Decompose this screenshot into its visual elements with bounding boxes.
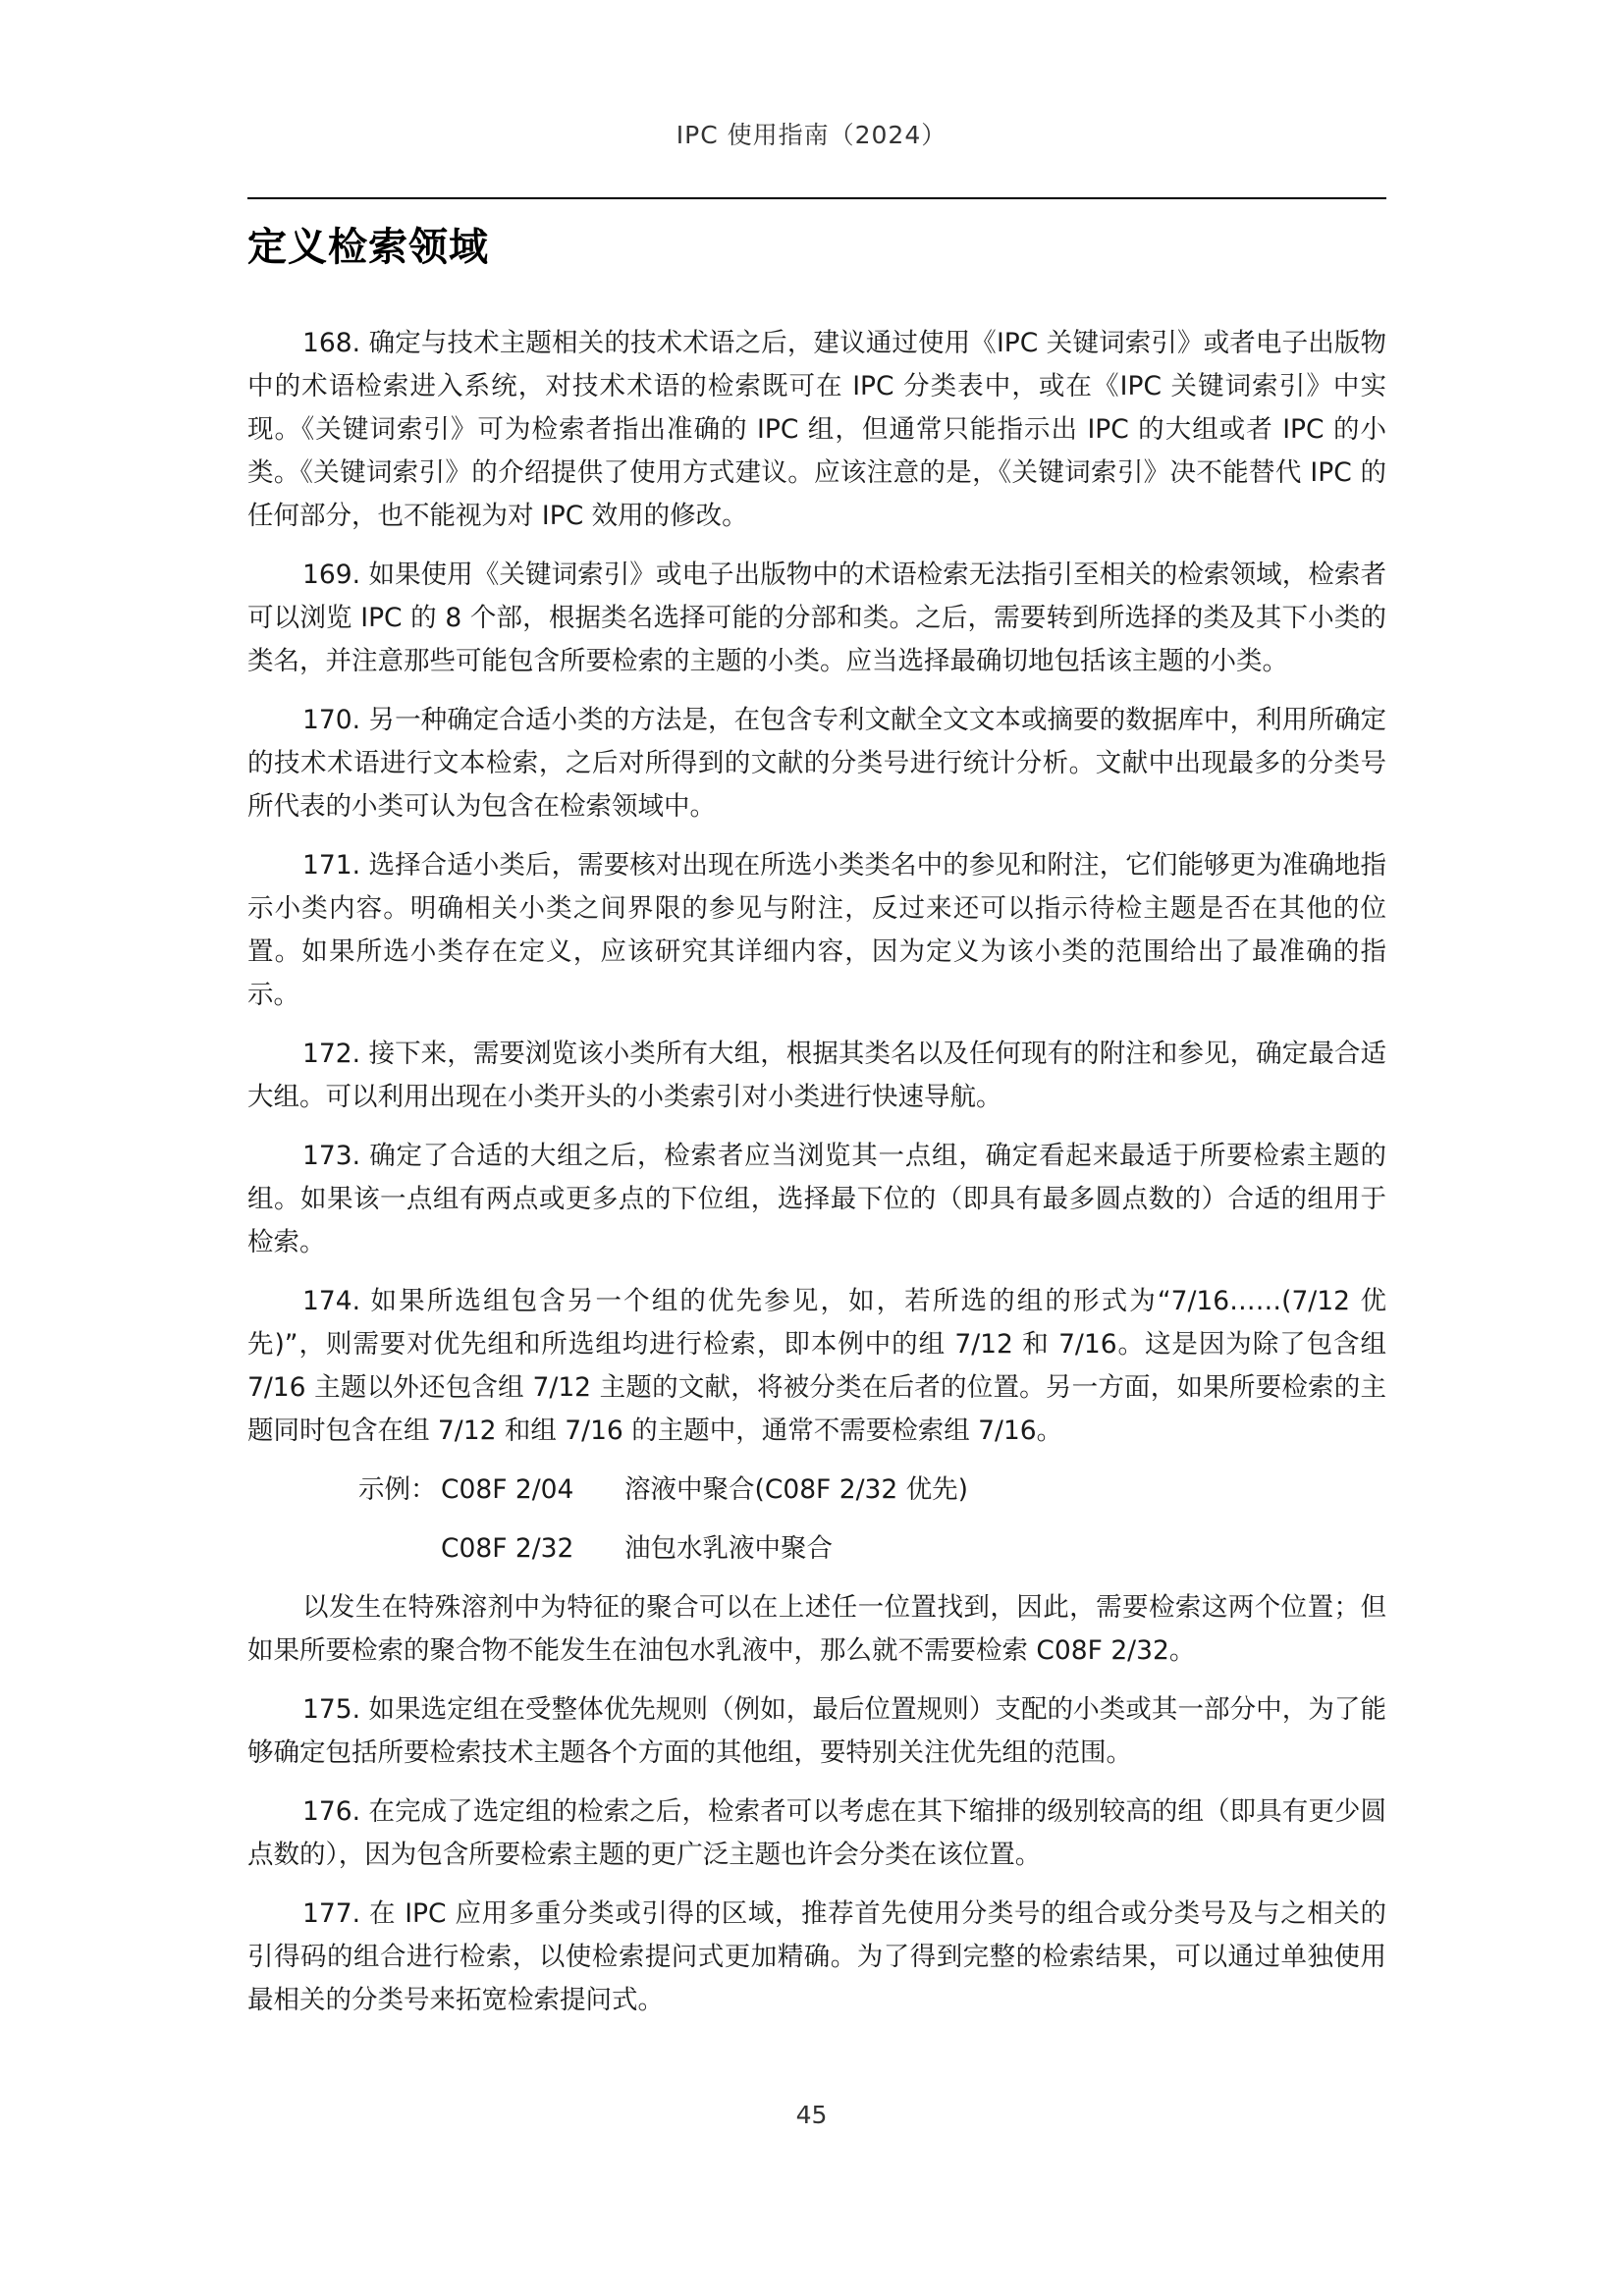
paragraph-170	[247, 699, 1386, 828]
paragraph-168	[247, 322, 1386, 538]
section-title: 定义检索领域	[247, 225, 489, 270]
paragraph-number: 174.	[302, 1286, 361, 1316]
example-description: 油包水乳液中聚合	[624, 1533, 833, 1564]
paragraph-176	[247, 1790, 1386, 1877]
example-code: C08F 2/32	[441, 1533, 574, 1564]
paragraph-number: 168.	[302, 328, 361, 358]
header-rule	[247, 197, 1386, 199]
paragraph-text: 另一种确定合适小类的方法是，在包含专利文献全文文本或摘要的数据库中，利用所确定的技术术语进行文本检索，之后对所得到的文献的分类号进行统计分析。文献中出现最多的分类号所代表的小类可认为包含在检索领域中。	[247, 705, 1386, 822]
paragraph-text: 接下来，需要浏览该小类所有大组，根据其类名以及任何现有的附注和参见，确定最合适大组。可以利用出现在小类开头的小类索引对小类进行快速导航。	[247, 1039, 1386, 1112]
paragraph-text: 确定与技术主题相关的技术术语之后，建议通过使用《IPC 关键词索引》或者电子出版物中的术语检索进入系统，对技术术语的检索既可在 IPC 分类表中，或在《IPC 关键词索引》中实现。《关键词索引》可为检索者指出准确的 IPC 组，但通常只能指示出 IPC 的大组或者 IPC 的小类。《关键词索引》的介绍提供了使用方式建议。应该注意的是，《关键词索引》决不能替代 IPC 的任何部分，也不能视为对 IPC 效用的修改。	[247, 328, 1386, 531]
document-body	[247, 322, 1386, 2038]
paragraph-number: 171.	[302, 850, 361, 881]
paragraph-number: 170.	[302, 705, 361, 735]
paragraph-number: 172.	[302, 1039, 361, 1069]
example-block	[247, 1468, 1386, 1571]
paragraph-text: 确定了合适的大组之后，检索者应当浏览其一点组，确定看起来最适于所要检索主题的组。如果该一点组有两点或更多点的下位组，选择最下位的（即具有最多圆点数的）合适的组用于检索。	[247, 1141, 1386, 1257]
paragraph-text: 如果所选组包含另一个组的优先参见，如，若所选的组的形式为“7/16……(7/12 优先)”，则需要对优先组和所选组均进行检索，即本例中的组 7/12 和 7/16。这是因为除了包含组 7/16 主题以外还包含组 7/12 主题的文献，将被分类在后者的位置。另一方面，如果所要检索的主题同时包含在组 7/12 和组 7/16 的主题中，通常不需要检索组 7/16。	[247, 1286, 1386, 1446]
paragraph-text: 在 IPC 应用多重分类或引得的区域，推荐首先使用分类号的组合或分类号及与之相关的引得码的组合进行检索，以使检索提问式更加精确。为了得到完整的检索结果，可以通过单独使用最相关的分类号来拓宽检索提问式。	[247, 1898, 1386, 2015]
example-description: 溶液中聚合(C08F 2/32 优先)	[624, 1474, 968, 1505]
paragraph-171	[247, 844, 1386, 1017]
paragraph-number: 177.	[302, 1898, 361, 1929]
paragraph-172	[247, 1033, 1386, 1119]
page-number: 45	[795, 2101, 828, 2129]
paragraph-text: 如果选定组在受整体优先规则（例如，最后位置规则）支配的小类或其一部分中，为了能够确定包括所要检索技术主题各个方面的其他组，要特别关注优先组的范围。	[247, 1694, 1386, 1768]
paragraph-text: 如果使用《关键词索引》或电子出版物中的术语检索无法指引至相关的检索领域，检索者可以浏览 IPC 的 8 个部，根据类名选择可能的分部和类。之后，需要转到所选择的类及其下小类的类名，并注意那些可能包含所要检索的主题的小类。应当选择最确切地包括该主题的小类。	[247, 560, 1386, 676]
example-row	[247, 1527, 1386, 1571]
paragraph-text: 选择合适小类后，需要核对出现在所选小类类名中的参见和附注，它们能够更为准确地指示小类内容。明确相关小类之间界限的参见与附注，反过来还可以指示待检主题是否在其他的位置。如果所选小类存在定义，应该研究其详细内容，因为定义为该小类的范围给出了最准确的指示。	[247, 850, 1386, 1010]
paragraph-169	[247, 554, 1386, 683]
paragraph-174	[247, 1280, 1386, 1453]
example-code: C08F 2/04	[441, 1474, 574, 1505]
running-header: IPC 使用指南（2024）	[676, 121, 947, 149]
paragraph-text: 在完成了选定组的检索之后，检索者可以考虑在其下缩排的级别较高的组（即具有更少圆点数的），因为包含所要检索主题的更广泛主题也许会分类在该位置。	[247, 1796, 1386, 1870]
example-row	[247, 1468, 1386, 1512]
paragraph-175	[247, 1688, 1386, 1775]
paragraph-number: 169.	[302, 560, 361, 590]
example-indent	[247, 1527, 441, 1571]
paragraph-173	[247, 1135, 1386, 1264]
example-followup-paragraph: 以发生在特殊溶剂中为特征的聚合可以在上述任一位置找到，因此，需要检索这两个位置；但如果所要检索的聚合物不能发生在油包水乳液中，那么就不需要检索 C08F 2/32。	[247, 1592, 1386, 1666]
paragraph-177	[247, 1893, 1386, 2022]
paragraph-number: 176.	[302, 1796, 361, 1827]
example-label: 示例：	[358, 1474, 437, 1505]
paragraph-number: 175.	[302, 1694, 361, 1725]
paragraph-number: 173.	[302, 1141, 361, 1171]
